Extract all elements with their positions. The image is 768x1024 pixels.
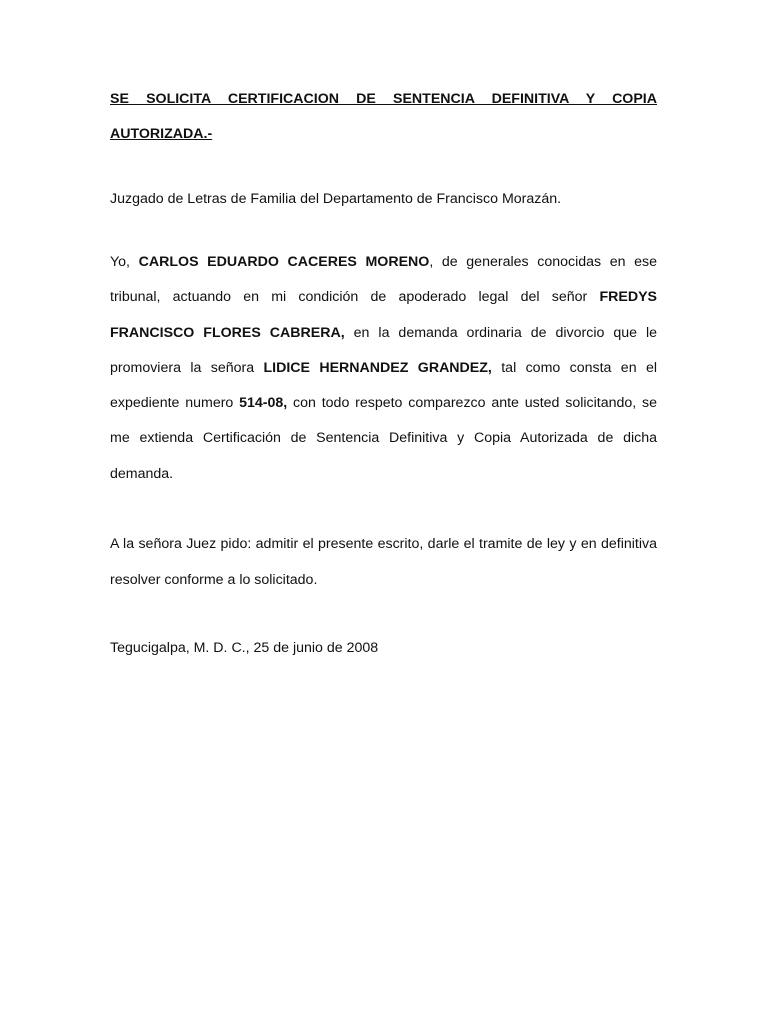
body-text-5: con todo respeto comparezco ante usted solicitando, se me extienda Certificación de Sentencia Definitiva y Copia Autorizada de dicha demanda. xyxy=(110,395,657,482)
place-date: Tegucigalpa, M. D. C., 25 de junio de 2008 xyxy=(110,640,379,656)
attorney-name: CARLOS EDUARDO CACERES MORENO xyxy=(138,254,430,270)
document-title-line1: SE SOLICITA CERTIFICACION DE SENTENCIA DEFINITIVA Y COPIA xyxy=(110,91,657,107)
client-name: FREDYS FRANCISCO FLORES CABRERA, xyxy=(110,289,657,341)
document-page xyxy=(110,82,658,656)
case-number: 514-08, xyxy=(239,395,288,412)
court-addressee: Juzgado de Letras de Familia del Departamento de Francisco Morazán. xyxy=(110,191,562,207)
body-text-2: , de generales conocidas en ese tribunal, actuando en mi condición de apoderado legal del señor xyxy=(110,254,657,306)
plaintiff-name: LIDICE HERNANDEZ GRANDEZ, xyxy=(263,359,492,376)
body-text-1: Yo, xyxy=(110,254,139,270)
body-text-4: tal como consta en el expediente numero xyxy=(110,359,657,412)
body-text-3: en la demanda ordinaria de divorcio que le promoviera la señora xyxy=(110,324,658,376)
document-title-line2: AUTORIZADA.- xyxy=(110,126,213,142)
body-paragraph xyxy=(110,245,657,492)
request-paragraph: A la señora Juez pido: admitir el presente escrito, darle el tramite de ley y en definitiva resolver conforme a lo solicitado. xyxy=(110,536,657,588)
